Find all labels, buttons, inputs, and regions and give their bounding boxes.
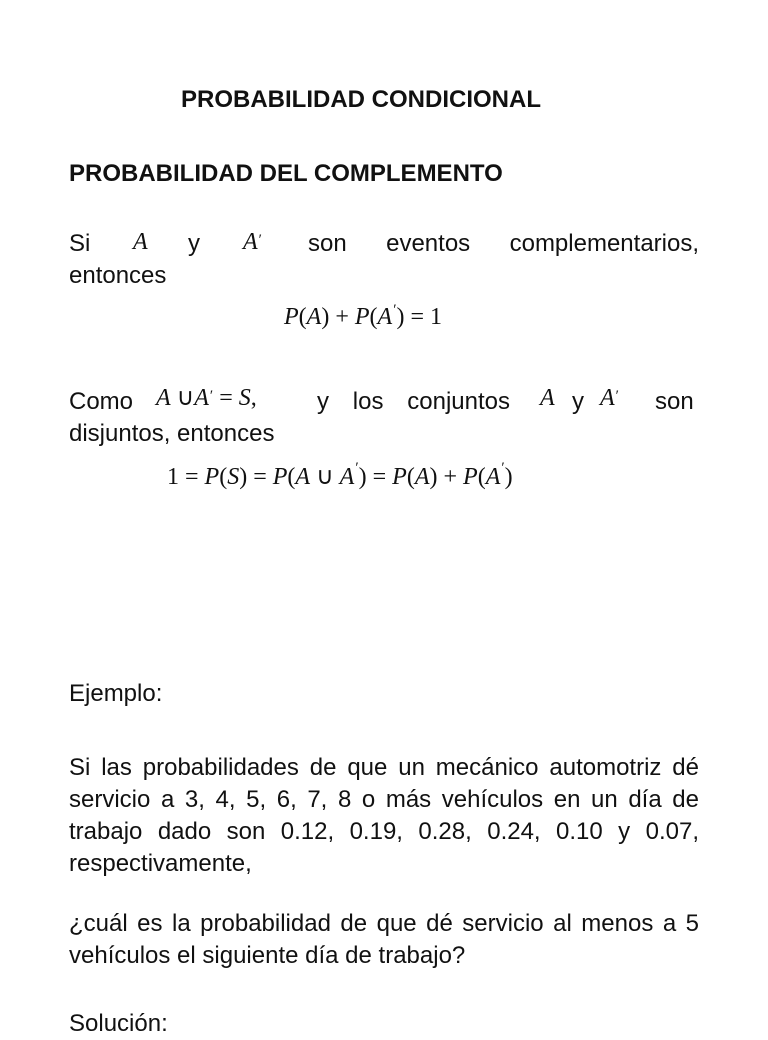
complement-line2: entonces [69, 262, 167, 289]
complement-definition [69, 228, 699, 292]
example-paragraph: Si las probabilidades de que un mecánico automotriz dé servicio a 3, 4, 5, 6, 7, 8 o más vehículos en un día de trabajo dado son 0.12, 0.19, 0.28, 0.24, 0.10 y 0.07, respectivamente, [69, 754, 699, 877]
example-label: Ejemplo: [69, 680, 163, 707]
word-si: Si [69, 230, 91, 257]
disjoint-line2: disjuntos, entonces [69, 420, 275, 447]
page-title: PROBABILIDAD CONDICIONAL [181, 86, 541, 113]
set-a-complement: A′ [600, 385, 619, 411]
word-como: Como [69, 388, 134, 415]
word-son: son [655, 388, 694, 415]
conjuntos-phrase: y los conjuntos [317, 388, 510, 415]
solution-label: Solución: [69, 1010, 168, 1037]
question-paragraph: ¿cuál es la probabilidad de que dé servicio al menos a 5 vehículos el siguiente día de trabajo? [69, 910, 699, 969]
disjoint-explanation [69, 386, 699, 450]
event-a-complement: A′ [243, 229, 262, 255]
complement-formula: P(A) + P(A′) = 1 [284, 302, 443, 330]
word-y: y [188, 230, 200, 257]
set-a: A [540, 385, 555, 411]
probability-chain-formula: 1 = P(S) = P(A ∪ A′) = P(A) + P(A′) [167, 460, 513, 490]
section-heading: PROBABILIDAD DEL COMPLEMENTO [69, 160, 503, 187]
word-y-2: y [572, 388, 584, 415]
union-equation: A ∪A′ = S, [156, 385, 257, 411]
complement-clause: son eventos complementarios, [308, 230, 699, 257]
event-a: A [133, 229, 148, 255]
